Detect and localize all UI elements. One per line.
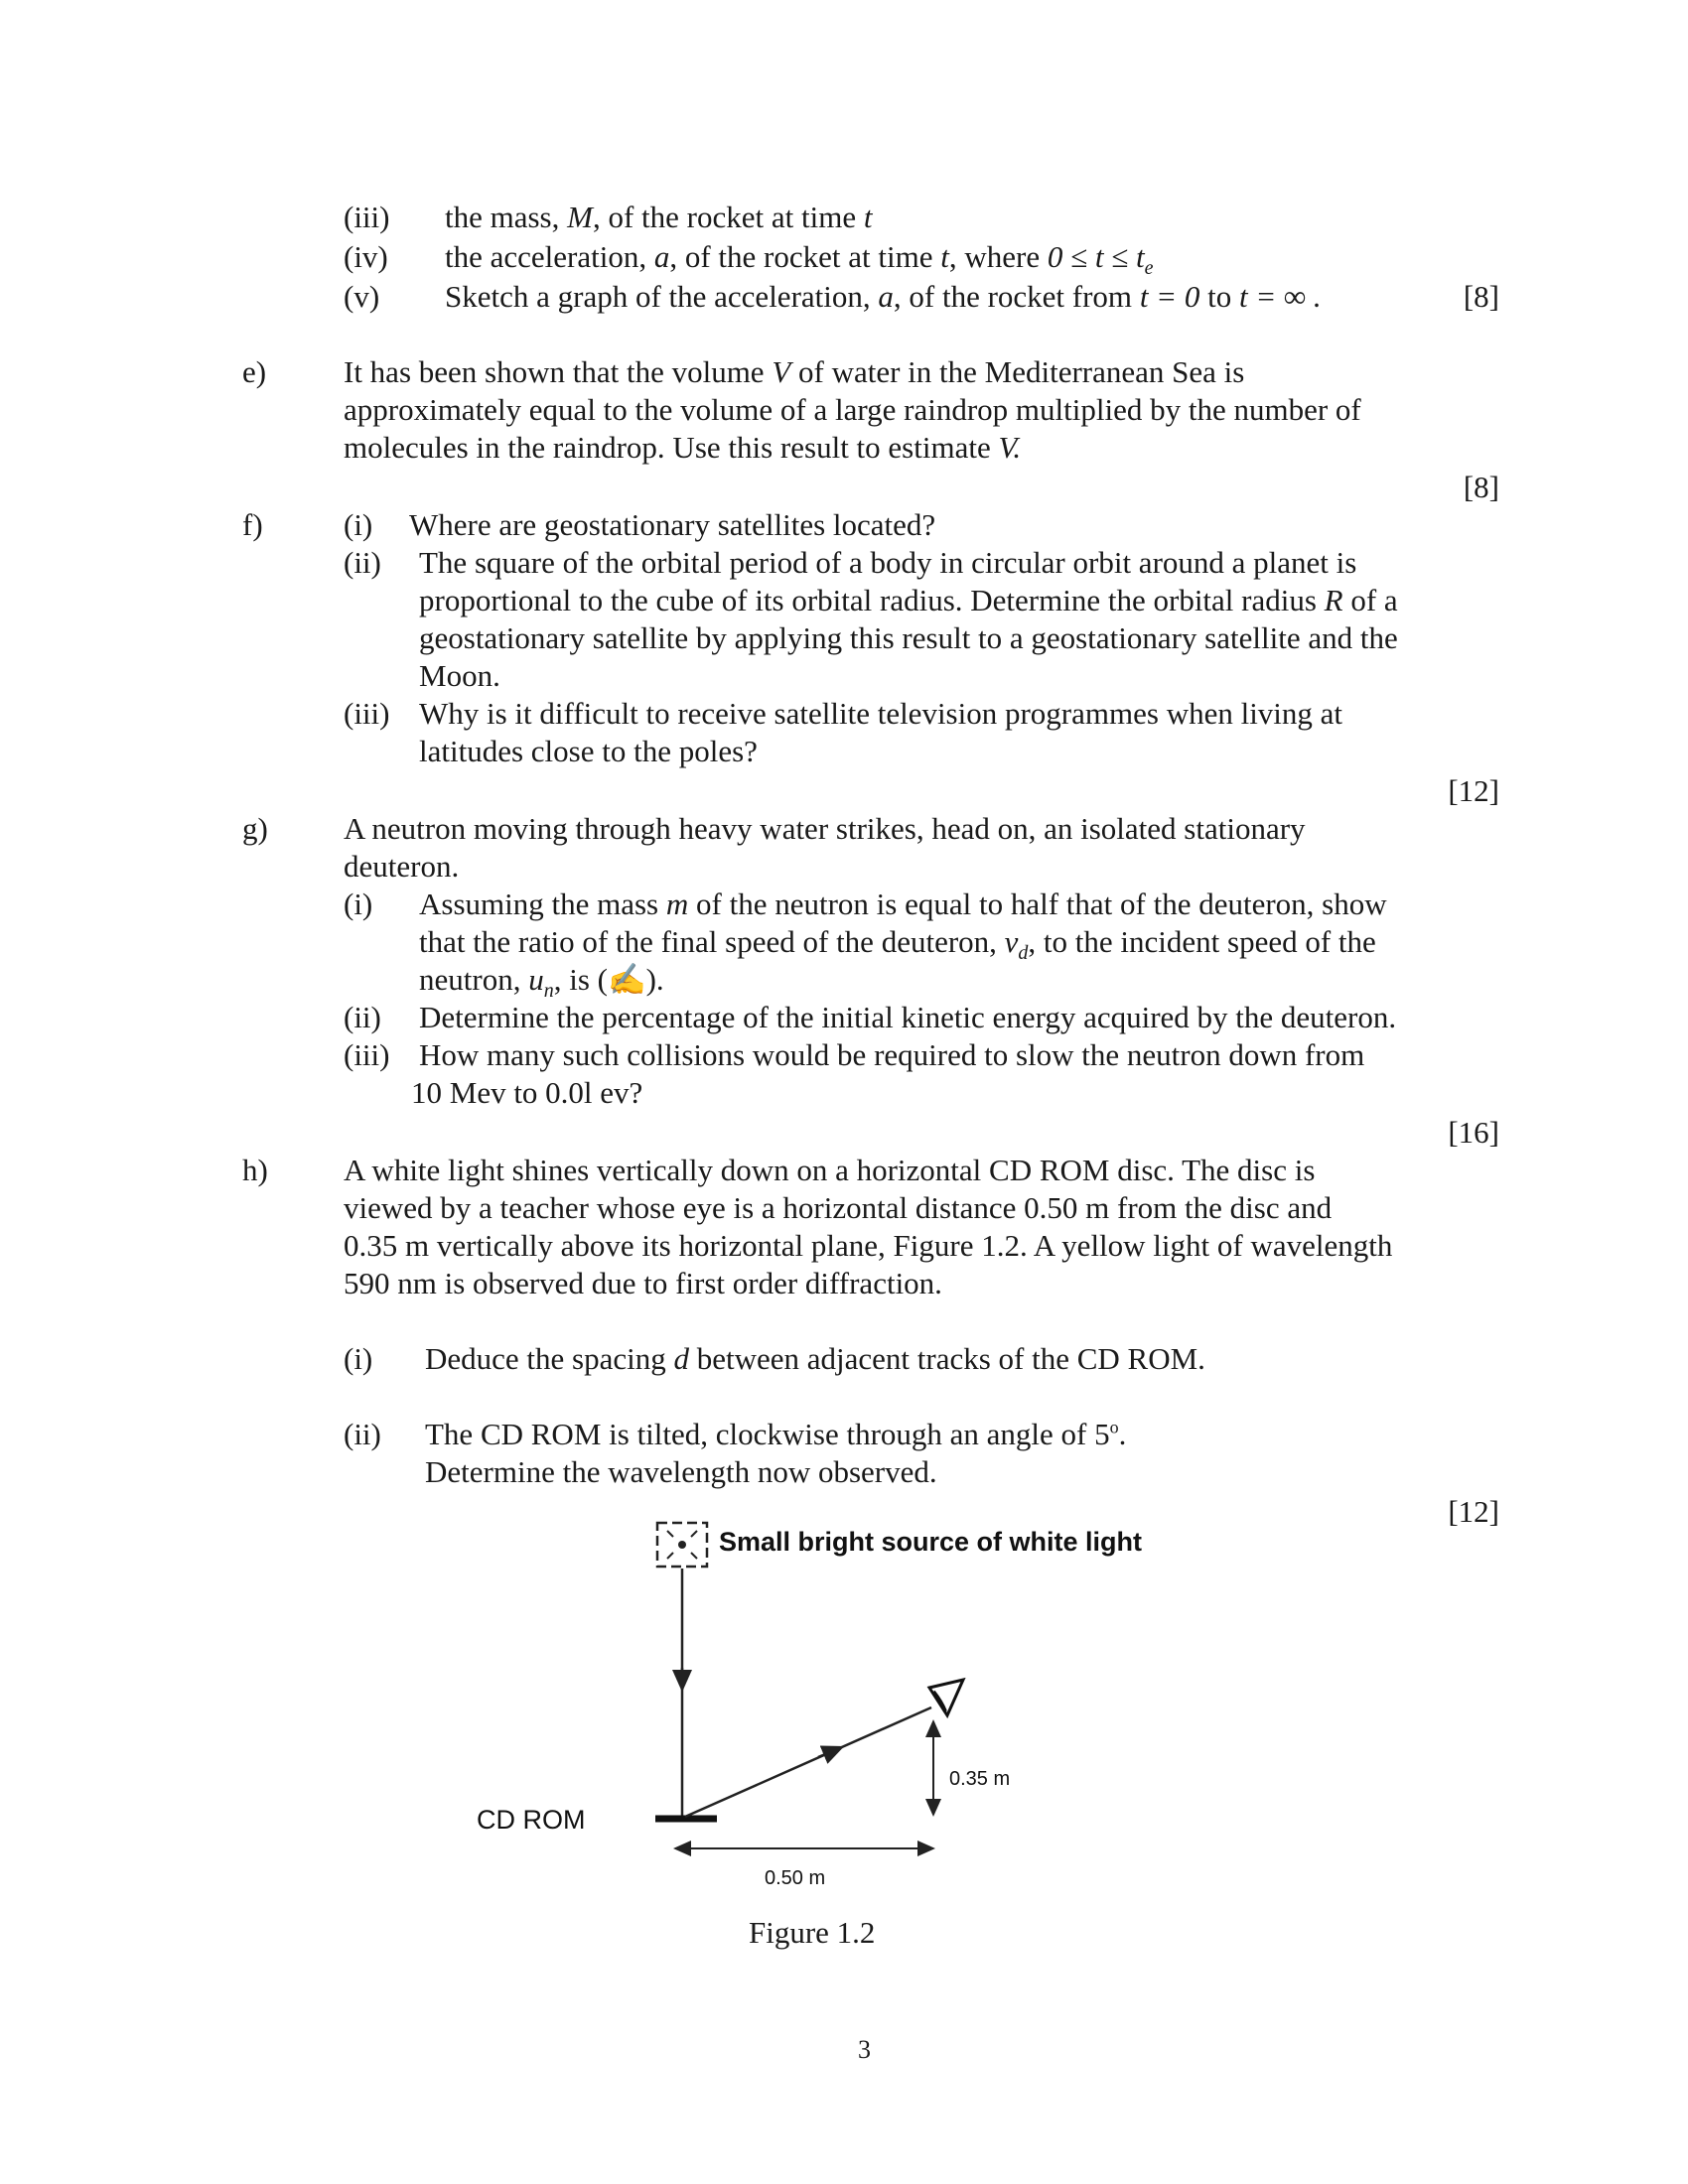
- question-line: 10 Mev to 0.0l ev?: [411, 1075, 643, 1110]
- question-line: Sketch a graph of the acceleration, a, of the rocket from t = 0 to t = ∞ .: [445, 279, 1322, 314]
- marks: [8]: [1463, 279, 1499, 314]
- question-line: geostationary satellite by applying this result to a geostationary satellite and the: [419, 620, 1398, 655]
- hand-writing-icon: ✍: [607, 962, 646, 997]
- question-line: The CD ROM is tilted, clockwise through an angle of 5$^o$.: [425, 1417, 1127, 1451]
- question-line: the mass, M, of the rocket at time t: [445, 200, 873, 234]
- diffracted-ray-arrow: [818, 1747, 842, 1757]
- question-line: deuteron.: [344, 849, 460, 884]
- question-line: viewed by a teacher whose eye is a horizontal distance 0.50 m from the disc and: [344, 1190, 1333, 1225]
- figure-caption: Figure 1.2: [749, 1915, 876, 1950]
- question-line: that the ratio of the final speed of the deuteron, $v_d$, to the incident speed of the: [419, 924, 1376, 965]
- question-line: How many such collisions would be required to slow the neutron down from: [419, 1037, 1365, 1072]
- source-label: Small bright source of white light: [719, 1527, 1143, 1557]
- height-label: 0.35 m: [949, 1768, 1011, 1790]
- diffracted-ray: [685, 1707, 931, 1817]
- question-label: g): [242, 811, 268, 846]
- eye-icon: [929, 1680, 963, 1715]
- question-line: Moon.: [419, 658, 500, 693]
- question-line: Assuming the mass m of the neutron is equal to half that of the deuteron, show: [419, 887, 1387, 921]
- question-line: A neutron moving through heavy water strikes, head on, an isolated stationary: [344, 811, 1306, 846]
- question-line: The square of the orbital period of a body in circular orbit around a planet is: [419, 545, 1357, 580]
- item-number: (iii): [344, 696, 390, 731]
- item-number: (iv): [344, 239, 388, 274]
- marks: [12]: [1448, 1494, 1499, 1529]
- item-number: (ii): [344, 545, 381, 580]
- question-line: Determine the wavelength now observed.: [425, 1454, 937, 1489]
- marks: [16]: [1448, 1115, 1499, 1150]
- item-number: (ii): [344, 1000, 381, 1034]
- question-line: neutron, $u_n$, is (✍).: [419, 962, 664, 1003]
- marks: [12]: [1448, 773, 1499, 808]
- item-number: (i): [344, 887, 373, 921]
- question-line: 590 nm is observed due to first order diffraction.: [344, 1266, 942, 1300]
- item-number: (iii): [344, 200, 390, 234]
- marks: [8]: [1463, 470, 1499, 504]
- cd-label: CD ROM: [477, 1805, 586, 1835]
- item-number: (ii): [344, 1417, 381, 1451]
- width-label: 0.50 m: [765, 1867, 826, 1889]
- question-line: approximately equal to the volume of a large raindrop multiplied by the number of: [344, 392, 1361, 427]
- question-line: proportional to the cube of its orbital radius. Determine the orbital radius R of a: [419, 583, 1398, 617]
- diffraction-figure: [437, 1509, 1192, 1906]
- page-number: 3: [858, 2035, 871, 2064]
- question-label: e): [242, 354, 267, 389]
- question-line: latitudes close to the poles?: [419, 734, 758, 768]
- question-line: Determine the percentage of the initial kinetic energy acquired by the deuteron.: [419, 1000, 1397, 1034]
- question-label: h): [242, 1153, 268, 1187]
- question-line: Why is it difficult to receive satellite television programmes when living at: [419, 696, 1343, 731]
- question-label: f): [242, 507, 263, 542]
- item-number: (v): [344, 279, 380, 314]
- question-line: Where are geostationary satellites located?: [409, 507, 936, 542]
- question-line: A white light shines vertically down on a horizontal CD ROM disc. The disc is: [344, 1153, 1316, 1187]
- question-line: It has been shown that the volume V of water in the Mediterranean Sea is: [344, 354, 1245, 389]
- question-line: Deduce the spacing d between adjacent tracks of the CD ROM.: [425, 1341, 1205, 1376]
- item-number: (iii): [344, 1037, 390, 1072]
- item-number: (i): [344, 1341, 373, 1376]
- question-line: 0.35 m vertically above its horizontal plane, Figure 1.2. A yellow light of wavelength: [344, 1228, 1393, 1263]
- question-line: molecules in the raindrop. Use this result to estimate V.: [344, 430, 1022, 465]
- question-line: the acceleration, a, of the rocket at time t, where $0 \le t \le t_e$: [445, 239, 1154, 280]
- light-source-icon: [657, 1523, 707, 1567]
- item-number: (i): [344, 507, 373, 542]
